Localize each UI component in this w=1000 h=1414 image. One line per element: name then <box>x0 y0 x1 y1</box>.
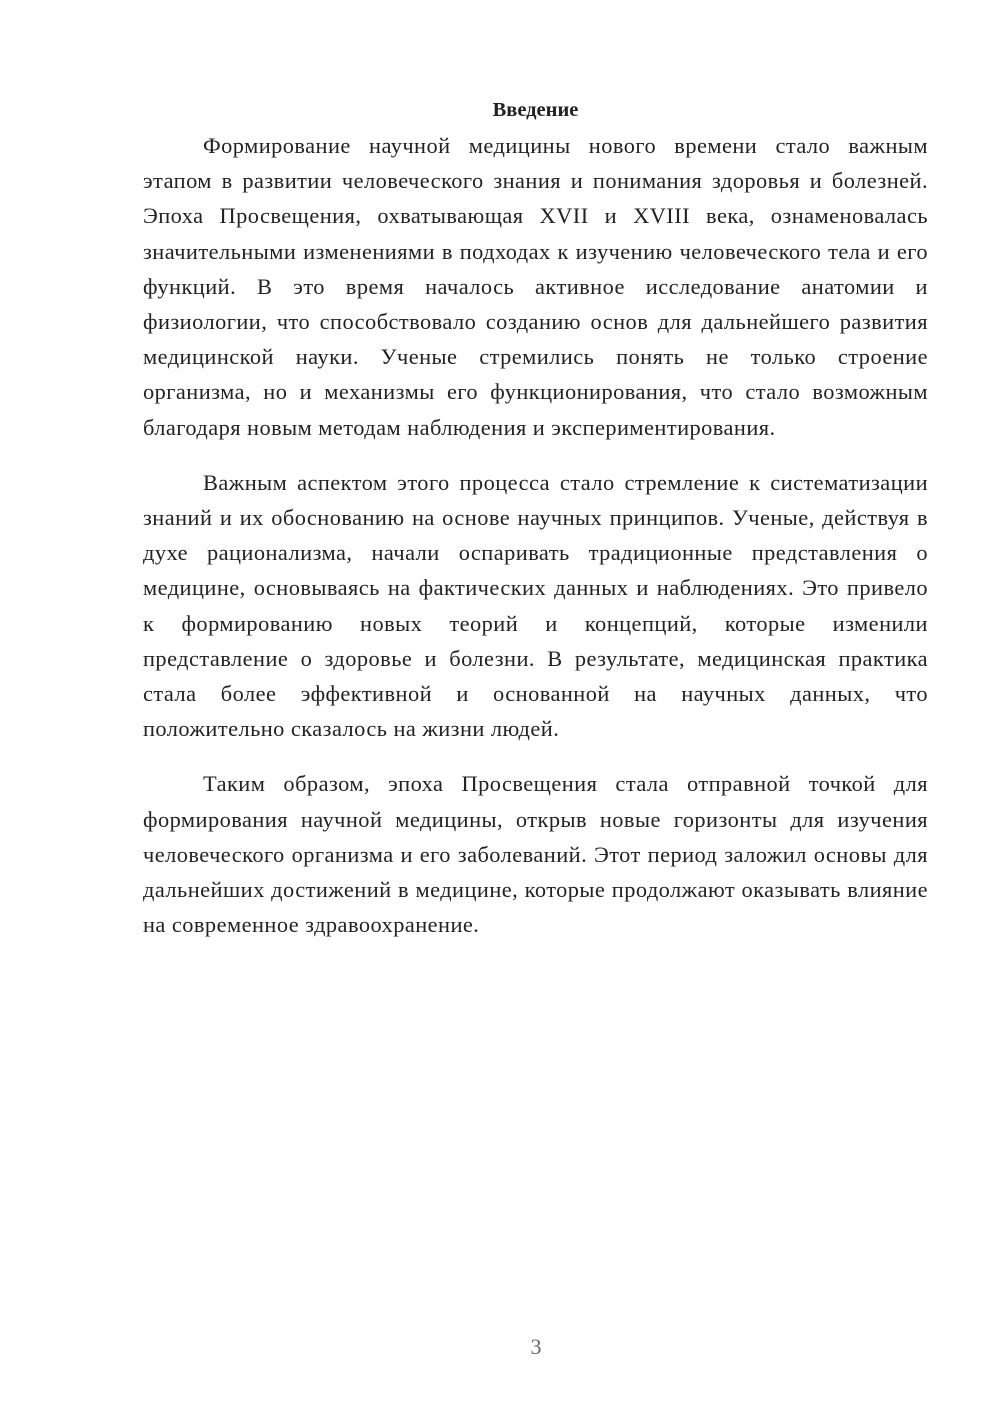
paragraph-3: Таким образом, эпоха Просвещения стала отправной точкой для формирования научной медицины, открыв новые горизонты для изучения человеческого организма и его заболеваний. Этот период заложил основы для дальнейших достижений в медицине, которые продолжают оказывать влияние на современное здравоохранение. <box>143 771 928 938</box>
paragraph-2: Важным аспектом этого процесса стало стремление к систематизации знаний и их обоснованию на основе научных принципов. Ученые, действуя в духе рационализма, начали оспаривать традиционные представления о медицине, основываясь на фактических данных и наблюдениях. Это привело к формированию новых теорий и концепций, которые изменили представление о здоровье и болезни. В результате, медицинская практика стала более эффективной и основанной на научных данных, что положительно сказалось на жизни людей. <box>143 469 928 742</box>
section-title: Введение <box>492 99 579 121</box>
page-number: 3 <box>530 1334 542 1359</box>
paragraph-1: Формирование научной медицины нового времени стало важным этапом в развитии человеческого знания и понимания здоровья и болезней. Эпоха Просвещения, охватывающая XVII и XVIII века, ознаменовалась значительными изменениями в подходах к изучению человеческого тела и его функций. В это время началось активное исследование анатомии и физиологии, что способствовало созданию основ для дальнейшего развития медицинской науки. Ученые стремились понять не только строение организма, но и механизмы его функционирования, что стало возможным благодаря новым методам наблюдения и экспериментирования. <box>143 133 928 440</box>
page-content <box>143 93 928 942</box>
